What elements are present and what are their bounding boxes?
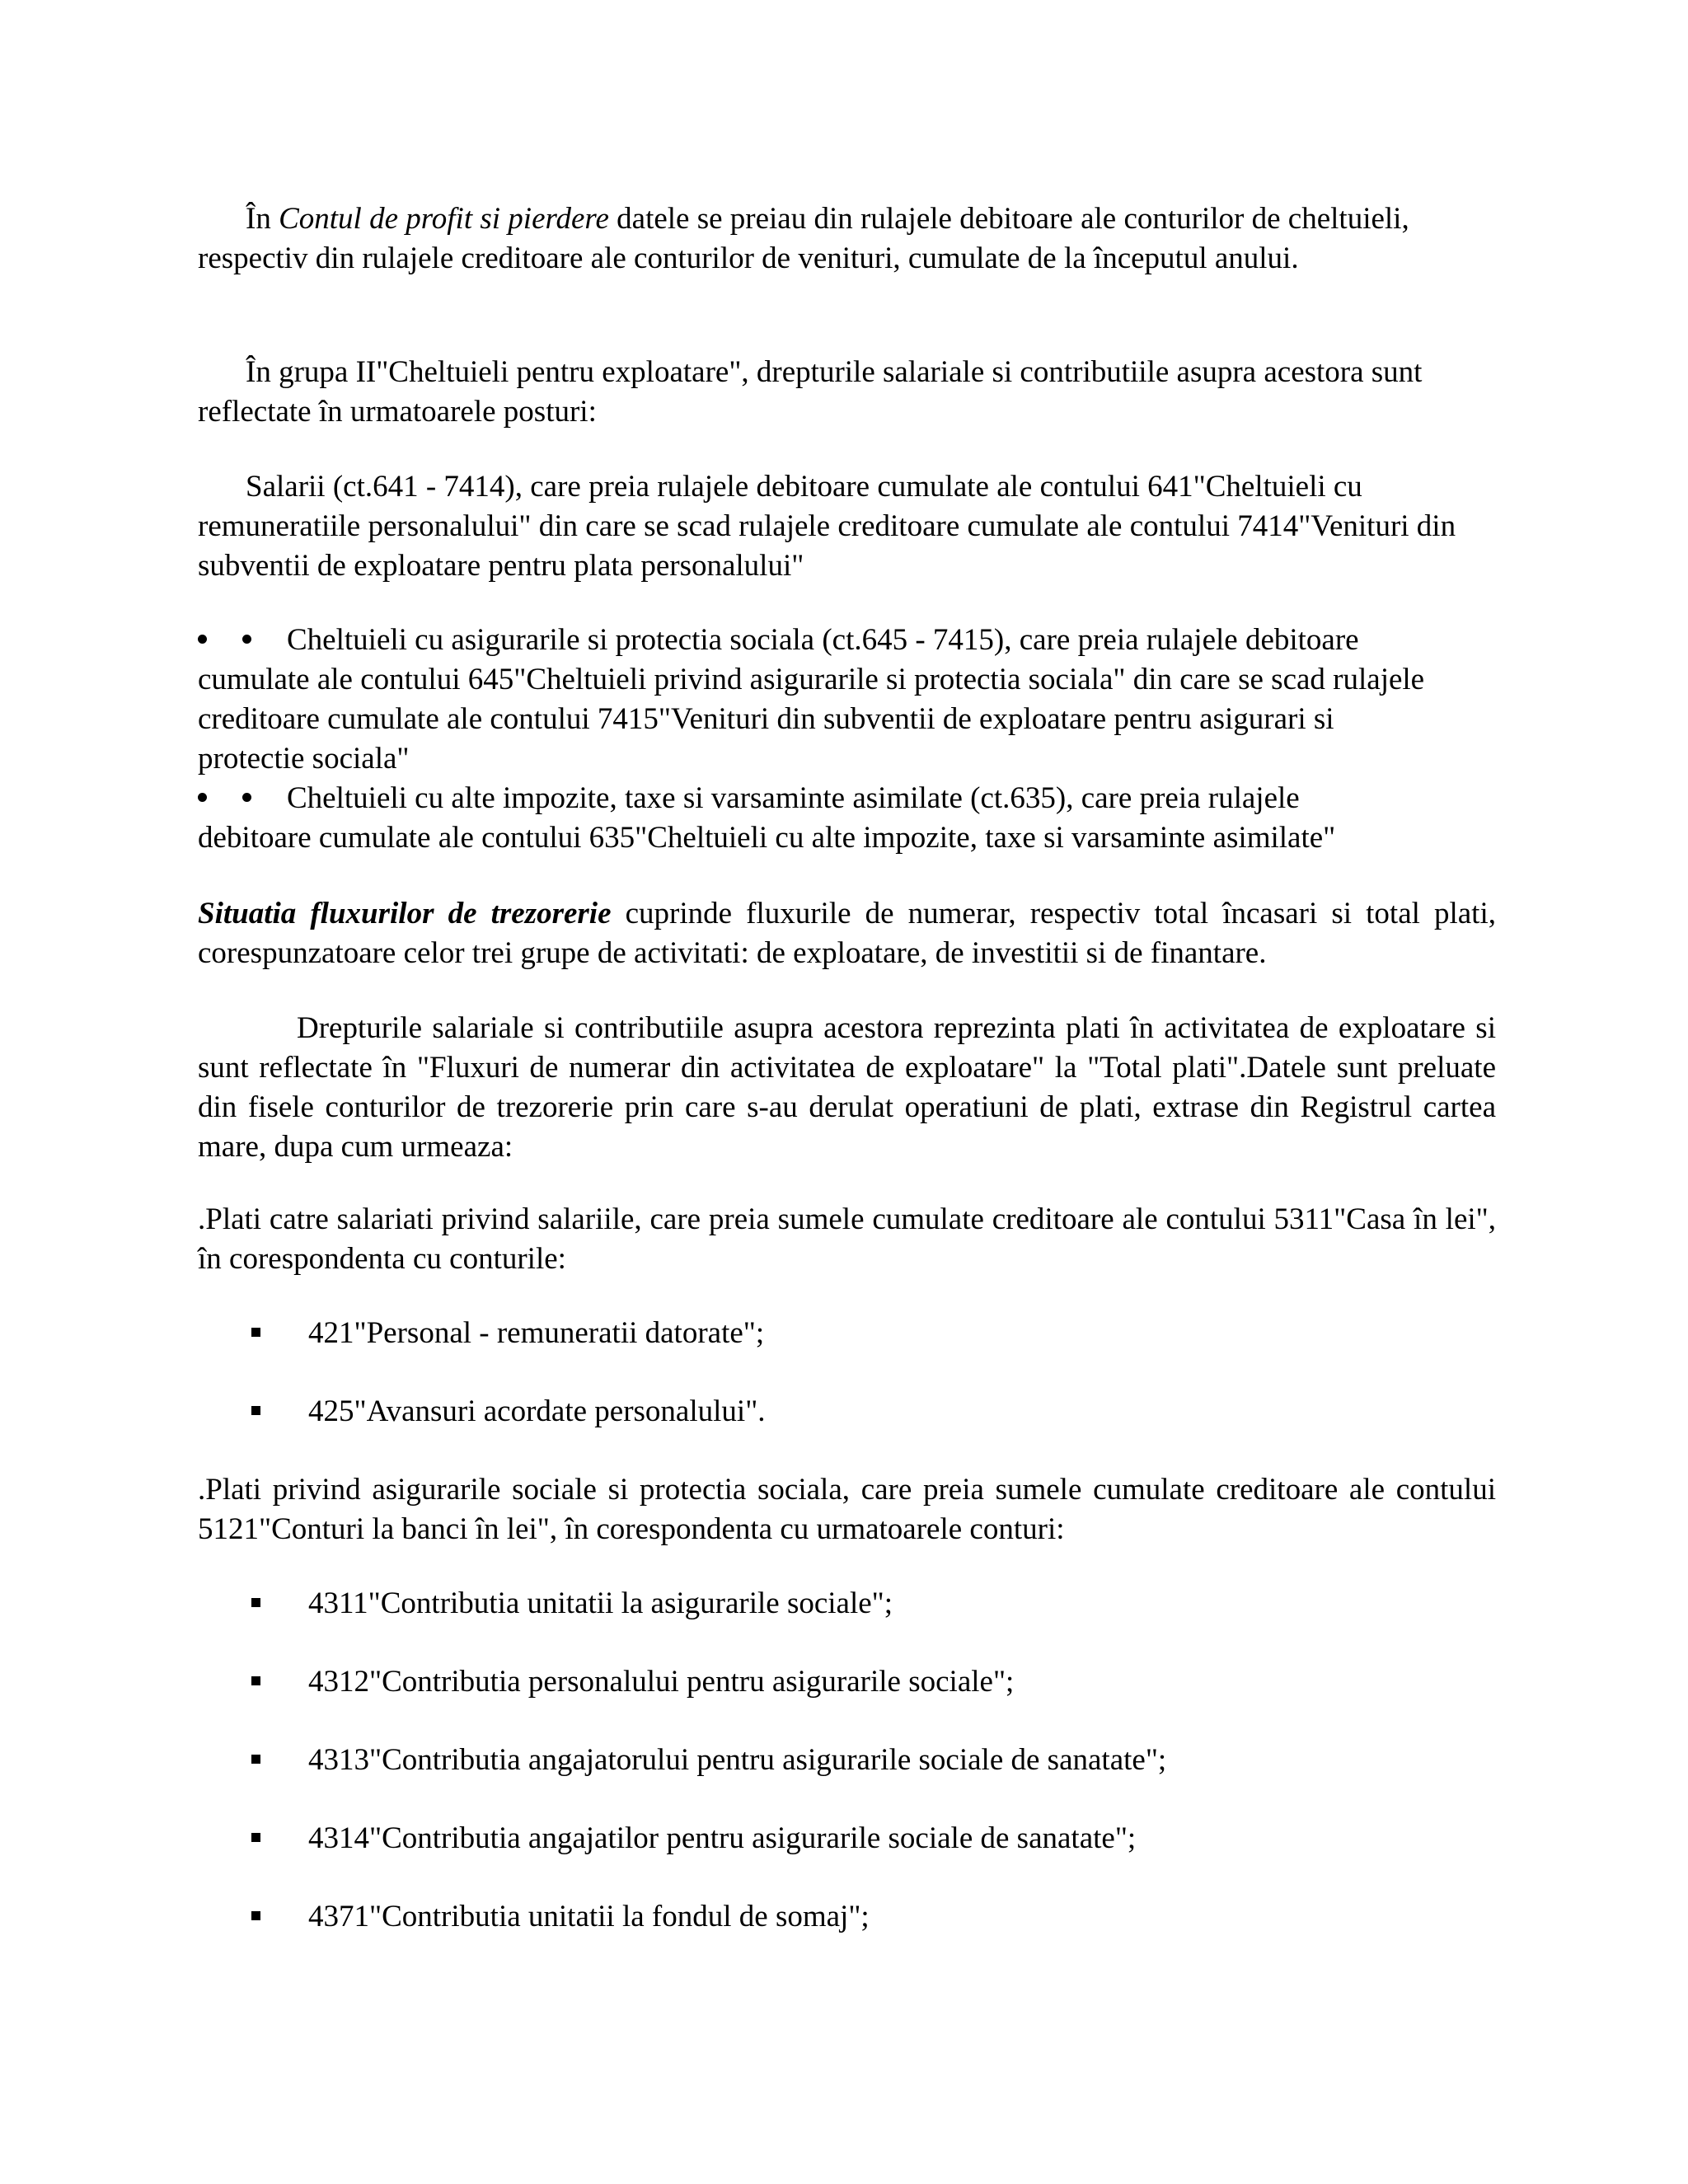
list-item-text: 425"Avansuri acordate personalului". [308,1394,766,1428]
square-bullet-icon [251,1598,260,1607]
list-item-text: 4371"Contributia unitatii la fondul de somaj"; [308,1900,870,1933]
square-bullet-icon [251,1833,260,1842]
bullet-continuation: debitoare cumulate ale contului 635"Cheltuieli cu alte impozite, taxe si varsaminte asimilate" [198,821,1336,855]
bullet-dot-icon [198,793,207,802]
list-item [251,1897,870,1937]
list-item [251,1662,1014,1702]
list-item [251,1314,764,1353]
square-bullet-icon [251,1328,260,1337]
paragraph-profit-loss [198,199,1434,279]
bullet-item-social-insurance [198,621,1359,660]
bullet-dot-icon [242,635,251,644]
list-item-text: 4313"Contributia angajatorului pentru asigurarile sociale de sanatate"; [308,1743,1167,1777]
paragraph-payments-employees: .Plati catre salariati privind salariile, care preia sumele cumulate creditoare ale contului 5311"Casa în lei", în corespondenta cu conturile: [198,1202,1496,1276]
square-bullet-icon [251,1406,260,1415]
bullet-first-line: Cheltuieli cu alte impozite, taxe si varsaminte asimilate (ct.635), care preia rulajele [287,781,1300,815]
paragraph-body: cuprinde fluxurile de numerar, respectiv total încasari si total plati, corespunzatoare celor trei grupe de activitati: de exploatare, de investitii si de finantare. [198,897,1496,970]
bullet-first-line: Cheltuieli cu asigurarile si protectia sociala (ct.645 - 7415), care preia rulajele debitoare [287,623,1359,657]
square-bullet-icon [251,1755,260,1764]
list-item-text: 4314"Contributia angajatilor pentru asigurarile sociale de sanatate"; [308,1821,1137,1855]
list-item [251,1819,1136,1858]
paragraph-italic-title: Contul de profit si pierdere [279,202,609,236]
bullet-dot-icon [242,793,251,802]
paragraph-salaries: Salarii (ct.641 - 7414), care preia rulajele debitoare cumulate ale contului 641"Cheltuieli cu remuneratiile personalului" din care se scad rulajele creditoare cumulate ale contului 7414"Venituri din subventii de exploatare pentru plata personalului" [198,470,1456,583]
paragraph-payments-insurance: .Plati privind asigurarile sociale si protectia sociala, care preia sumele cumulate creditoare ale contului 5121"Conturi la banci în lei", în corespondenta cu urmatoarele conturi: [198,1473,1496,1546]
list-item [251,1741,1166,1780]
paragraph-group-ii: În grupa II"Cheltuieli pentru exploatare", drepturile salariale si contributiile asupra acestora sunt reflectate în urmatoarele posturi: [198,355,1423,429]
list-item [251,1392,766,1432]
bullet-continuation: cumulate ale contului 645"Cheltuieli privind asigurarile si protectia sociala" din care se scad rulajele creditoare cumulate ale contului 7415"Venituri din subventii de exploatare pentru asigurari si protectie sociala" [198,663,1425,776]
list-item [251,1584,893,1624]
bullet-item-other-taxes [198,779,1300,818]
list-item-text: 4311"Contributia unitatii la asigurarile sociale"; [308,1586,893,1620]
paragraph-body: datele se preiau din rulajele debitoare ale conturilor de cheltuieli, respectiv din rulajele creditoare ale conturilor de venituri, cumulate de la începutul anului. [198,202,1409,275]
list-item-text: 4312"Contributia personalului pentru asigurarile sociale"; [308,1665,1015,1699]
paragraph-bold-title: Situatia fluxurilor de trezorerie [198,897,612,930]
bullet-dot-icon [198,635,207,644]
square-bullet-icon [251,1911,260,1920]
paragraph-cash-flow [198,894,1496,973]
square-bullet-icon [251,1676,260,1685]
paragraph-prefix: În [246,202,279,236]
list-item-text: 421"Personal - remuneratii datorate"; [308,1316,765,1350]
paragraph-salary-rights: Drepturile salariale si contributiile asupra acestora reprezinta plati în activitatea de exploatare si sunt reflectate în "Fluxuri de numerar din activitatea de exploatare" la "Total plati".Datele sunt preluate din fisele conturilor de trezorerie prin care s-au derulat operatiuni de plati, extrase din Registrul cartea mare, dupa cum urmeaza: [198,1011,1496,1164]
